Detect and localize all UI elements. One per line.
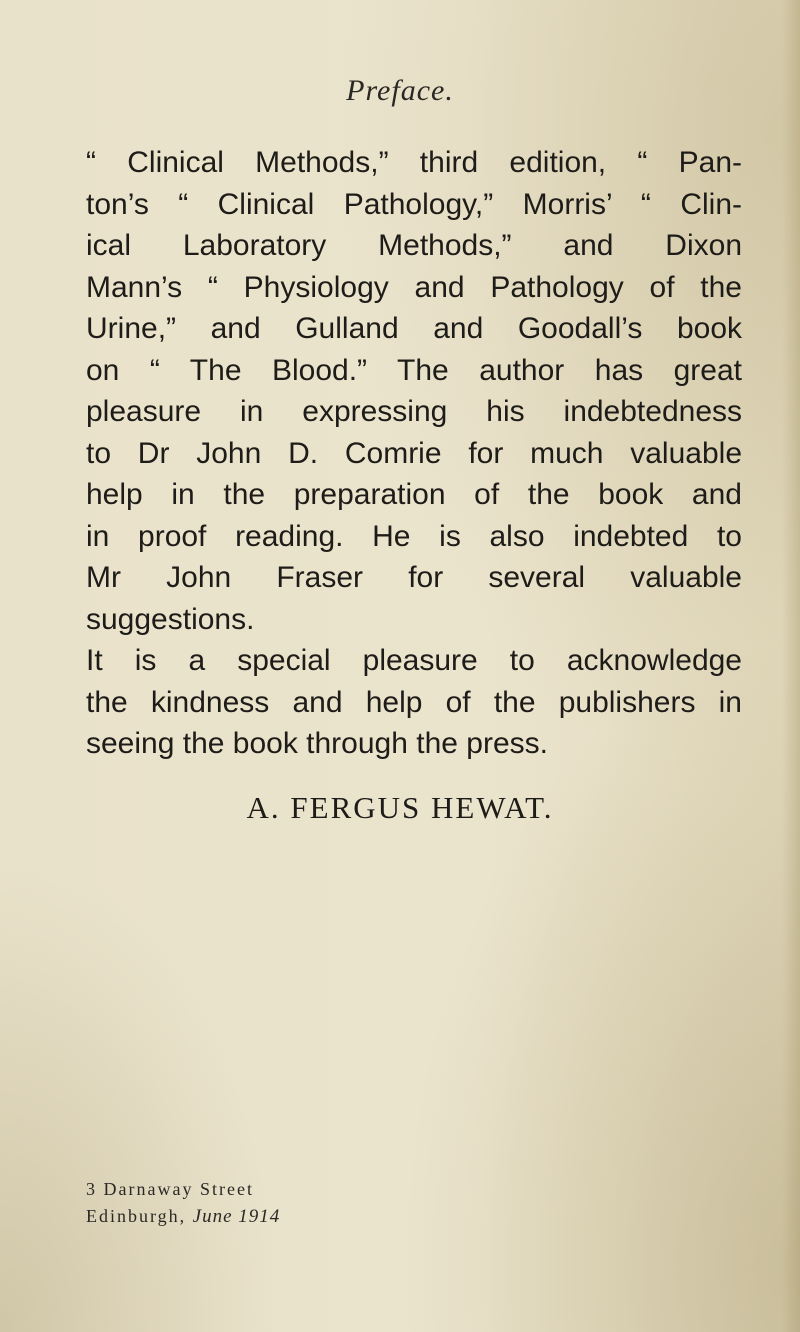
preface-body (86, 142, 742, 765)
text-line: ton’s “ Clinical Pathology,” Morris’ “ Clin- (86, 187, 742, 221)
address-city: Edinburgh, (86, 1206, 187, 1226)
text-line: Urine,” and Gulland and Goodall’s book (86, 312, 742, 345)
address-date: June 1914 (192, 1206, 281, 1227)
text-line: Mann’s “ Physiology and Pathology of the (86, 270, 742, 304)
text-line: on “ The Blood.” The author has great (86, 353, 742, 387)
text-line: It is a special pleasure to acknowledge (86, 644, 742, 677)
text-line: pleasure in expressing his indebtedness (86, 395, 742, 428)
text-line: Mr John Fraser for several valuable (86, 561, 742, 594)
text-line: to Dr John D. Comrie for much valuable (86, 436, 742, 470)
text-line: “ Clinical Methods,” third edition, “ Pan- (86, 146, 742, 179)
text-line: ical Laboratory Methods,” and Dixon (86, 229, 742, 262)
text-line: seeing the book through the press. (86, 727, 548, 760)
address-block (86, 1176, 280, 1230)
text-line: the kindness and help of the publishers in (86, 685, 742, 719)
page-edge-shadow (782, 0, 800, 1332)
text-line: help in the preparation of the book and (86, 478, 742, 511)
running-head: Preface. (346, 74, 454, 107)
address-street: 3 Darnaway Street (86, 1179, 254, 1199)
address-city-date (86, 1203, 280, 1230)
text-line: in proof reading. He is also indebted to (86, 519, 742, 553)
text-line: suggestions. (86, 602, 255, 636)
author-signature: A. FERGUS HEWAT. (246, 790, 554, 825)
